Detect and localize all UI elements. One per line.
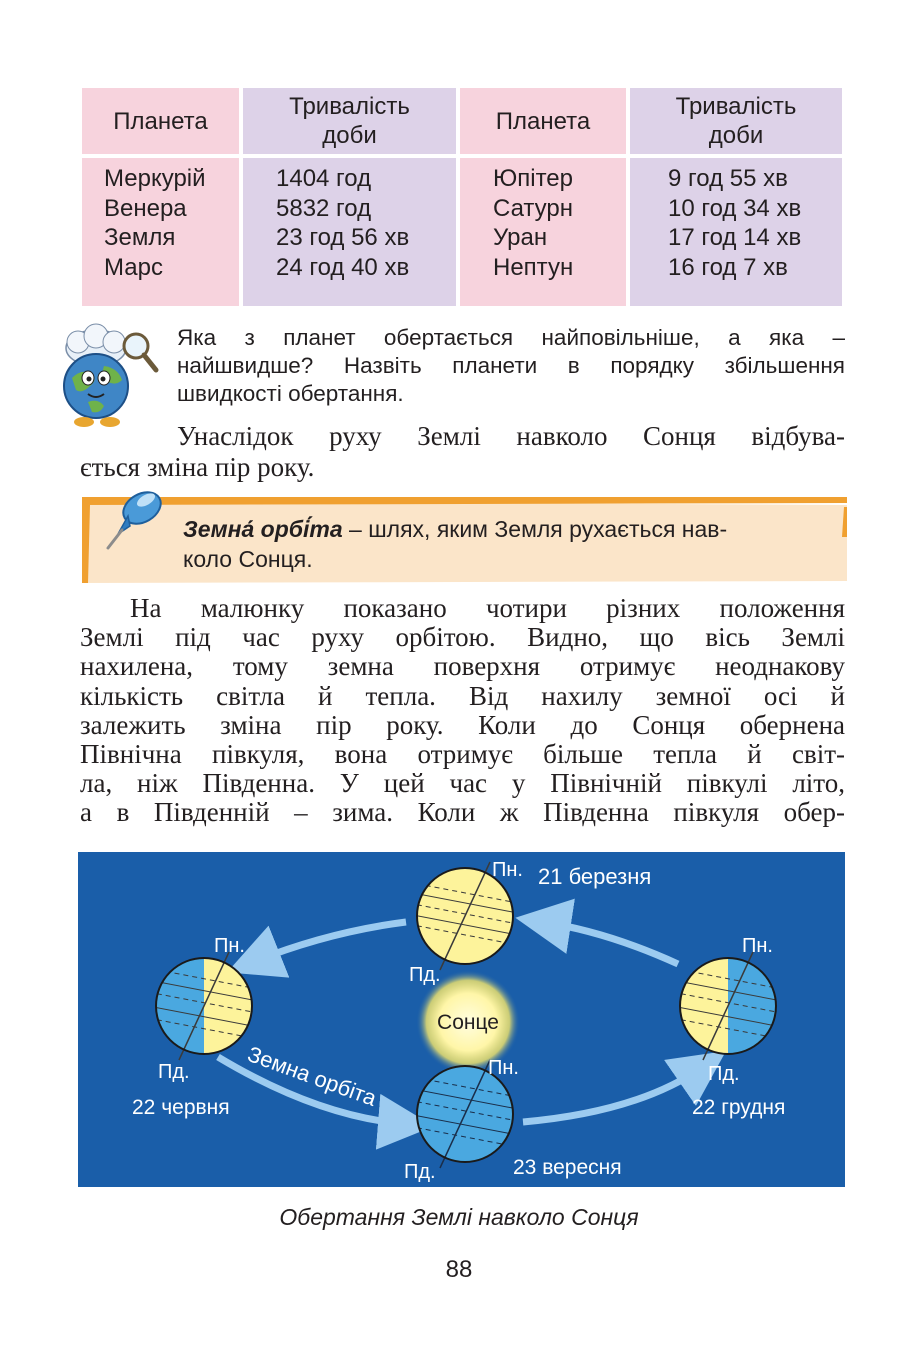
planet-rotation-table [82,88,842,306]
table-cell: 1404 год [276,165,372,192]
table-cell: 16 год 7 хв [668,253,788,281]
south-label: Пд. [409,964,441,986]
header-text: Тривалість доби [289,93,410,149]
north-label: Пн. [214,935,245,957]
table-header-duration [243,88,456,154]
earth-june-icon [148,952,264,1062]
date-december: 22 грудня [692,1096,786,1119]
table-cell: Сатурн [493,194,574,222]
question-line: швидкості обертання. [177,381,404,406]
diagram-caption: Обертання Землі навколо Сонця [279,1204,639,1230]
paragraph-line: Землі під час руху орбітою. Видно, що вісь Землі [80,622,845,653]
north-label: Пн. [488,1057,519,1079]
definition-term: Земна́ орбі́та [183,516,343,542]
orbit-arrow [543,922,678,964]
table-header-planet [82,88,239,154]
question-line: Яка з планет обертається найповільніше, а яка – [177,325,845,350]
header-text: Тривалість доби [675,93,797,149]
table-durations-right [630,158,842,306]
south-label: Пд. [708,1063,740,1085]
definition-text [183,514,833,574]
table-cell: 23 год 56 хв [276,224,410,251]
table-planets-left [82,158,239,306]
table-cell: 17 год 14 хв [668,224,802,251]
paragraph-line: кількість світла й тепла. Від нахилу земної осі й [80,680,845,711]
globe-mascot-icon [54,322,164,434]
paragraph-line: Унаслідок руху Землі навколо Сонця відбува- [177,421,845,451]
table-cell: Земля [104,224,176,251]
table-cell: Марс [104,253,163,281]
south-label: Пд. [404,1161,436,1183]
table-header-duration [630,88,842,154]
page-number: 88 [445,1256,473,1283]
orbit-label: Земна орбіта [244,1041,380,1111]
table-cell: 10 год 34 хв [668,194,802,222]
table-cell: 24 год 40 хв [276,253,410,281]
paragraph-line: ла, ніж Південна. У цей час у Північній півкулі літо, [80,768,845,799]
table-cell: Венера [104,194,187,222]
table-cell: 5832 год [276,194,372,222]
paragraph-line: На малюнку показано чотири різних положення [130,593,845,623]
orbit-arrow [253,922,406,962]
paragraph-line: ється зміна пір року. [80,452,315,482]
north-label: Пн. [492,859,523,881]
table-header-planet [460,88,626,154]
paragraph-line: Північна півкуля, вона отримує більше тепла й світ- [80,739,845,770]
question-line: найшвидше? Назвіть планети в порядку збільшення [177,353,845,378]
question-text [177,324,845,408]
table-cell: Нептун [493,253,574,281]
earth-orbit-diagram [78,852,845,1187]
date-september: 23 вересня [513,1156,622,1179]
paragraph-line: залежить зміна пір року. Коли до Сонця обернена [80,709,845,740]
north-label: Пн. [742,935,773,957]
south-label: Пд. [158,1061,190,1083]
sun-label: Сонце [437,1011,499,1034]
date-june: 22 червня [132,1096,230,1119]
earth-december-icon [668,952,787,1062]
header-text: Планета [495,107,591,135]
definition-line: – шлях, яким Земля рухається нав- [342,516,728,542]
table-cell: 9 год 55 хв [668,165,788,192]
pushpin-icon [100,486,170,554]
paragraph-line: а в Південній – зима. Коли ж Південна півкуля обер- [80,797,845,828]
paragraph-seasons-intro [80,421,845,483]
definition-line: коло Сонця. [183,546,313,572]
header-text: Планета [113,107,208,135]
paragraph-line: нахилена, тому земна поверхня отримує неоднакову [80,651,845,682]
table-cell: Юпітер [493,165,573,192]
table-cell: Меркурій [104,165,206,192]
date-march: 21 березня [538,864,652,889]
table-cell: Уран [493,224,548,251]
table-planets-right [460,158,626,306]
orbit-arrow [523,1067,703,1122]
table-durations-left [243,158,456,306]
paragraph-orbit-explanation [80,594,845,828]
